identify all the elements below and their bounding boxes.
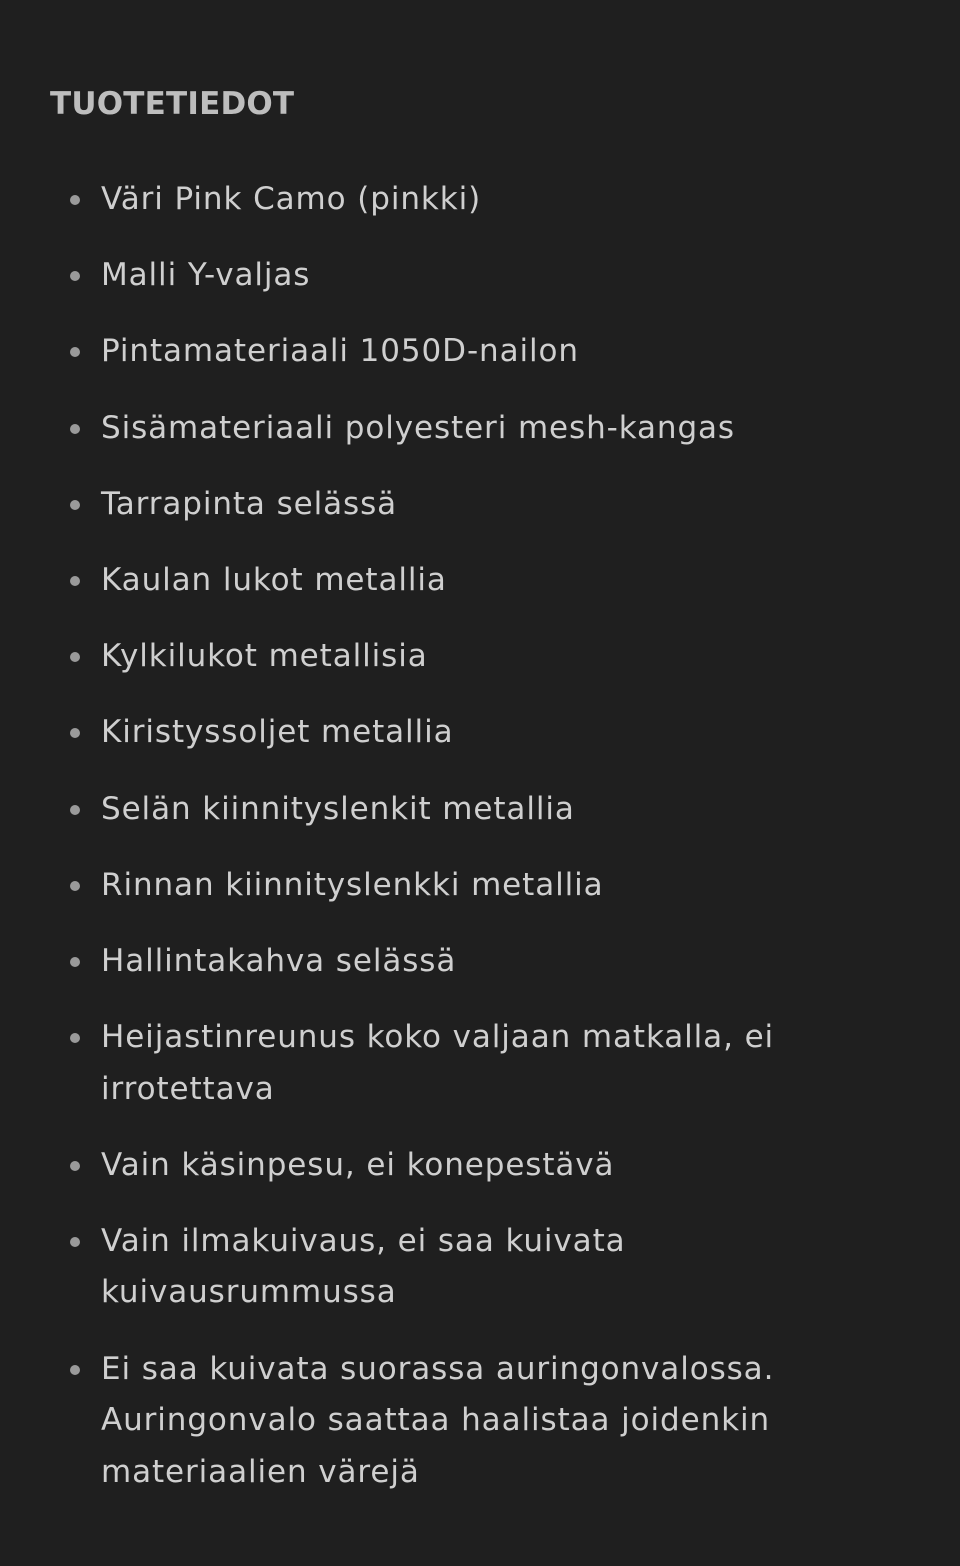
bullet-icon	[70, 1161, 80, 1171]
list-item	[50, 860, 871, 912]
list-item	[50, 631, 871, 683]
list-item	[50, 784, 871, 836]
bullet-icon	[70, 728, 80, 738]
list-item-text: Vain ilmakuivaus, ei saa kuivata kuivausrummussa	[101, 1222, 626, 1311]
list-item	[50, 1012, 871, 1115]
list-item	[50, 479, 871, 531]
list-item-text: Selän kiinnityslenkit metallia	[101, 790, 575, 827]
list-item-text: Väri Pink Camo (pinkki)	[101, 181, 482, 217]
list-item-text: Pintamateriaali 1050D-nailon	[101, 333, 579, 370]
list-item	[50, 1344, 871, 1499]
section-title: TUOTETIEDOT	[50, 86, 295, 122]
list-item-text: Kylkilukot metallisia	[101, 638, 428, 675]
bullet-icon	[70, 500, 80, 510]
list-item	[50, 326, 871, 378]
list-item	[50, 707, 871, 759]
bullet-icon	[70, 195, 80, 205]
list-item	[50, 174, 871, 226]
bullet-icon	[70, 576, 80, 586]
bullet-icon	[70, 652, 80, 662]
list-item-text: Hallintakahva selässä	[101, 942, 457, 979]
bullet-icon	[70, 881, 80, 891]
list-item	[50, 1140, 871, 1192]
bullet-icon	[70, 271, 80, 281]
list-item-text: Kiristyssoljet metallia	[101, 714, 454, 751]
bullet-icon	[70, 805, 80, 815]
list-item	[50, 1216, 871, 1319]
bullet-icon	[70, 957, 80, 967]
list-item	[50, 936, 871, 988]
list-item	[50, 403, 871, 455]
bullet-icon	[70, 424, 80, 434]
bullet-icon	[70, 1237, 80, 1247]
bullet-icon	[70, 1365, 80, 1375]
list-item-text: Heijastinreunus koko valjaan matkalla, ei irrotettava	[101, 1019, 775, 1107]
list-item-text: Rinnan kiinnityslenkki metallia	[101, 866, 604, 903]
bullet-icon	[70, 347, 80, 357]
list-item-text: Sisämateriaali polyesteri mesh-kangas	[101, 409, 735, 446]
list-item-text: Tarrapinta selässä	[101, 485, 398, 522]
list-item-text: Vain käsinpesu, ei konepestävä	[101, 1146, 615, 1183]
list-item-text: Ei saa kuivata suorassa auringonvalossa. Auringonvalo saattaa haalistaa joidenkin materiaalien värejä	[101, 1350, 775, 1490]
list-item	[50, 250, 871, 302]
list-item	[50, 555, 871, 607]
bullet-icon	[70, 1033, 80, 1043]
list-item-text: Kaulan lukot metallia	[101, 561, 447, 598]
list-item-text: Malli Y-valjas	[101, 257, 311, 294]
product-details-list	[50, 174, 920, 1498]
